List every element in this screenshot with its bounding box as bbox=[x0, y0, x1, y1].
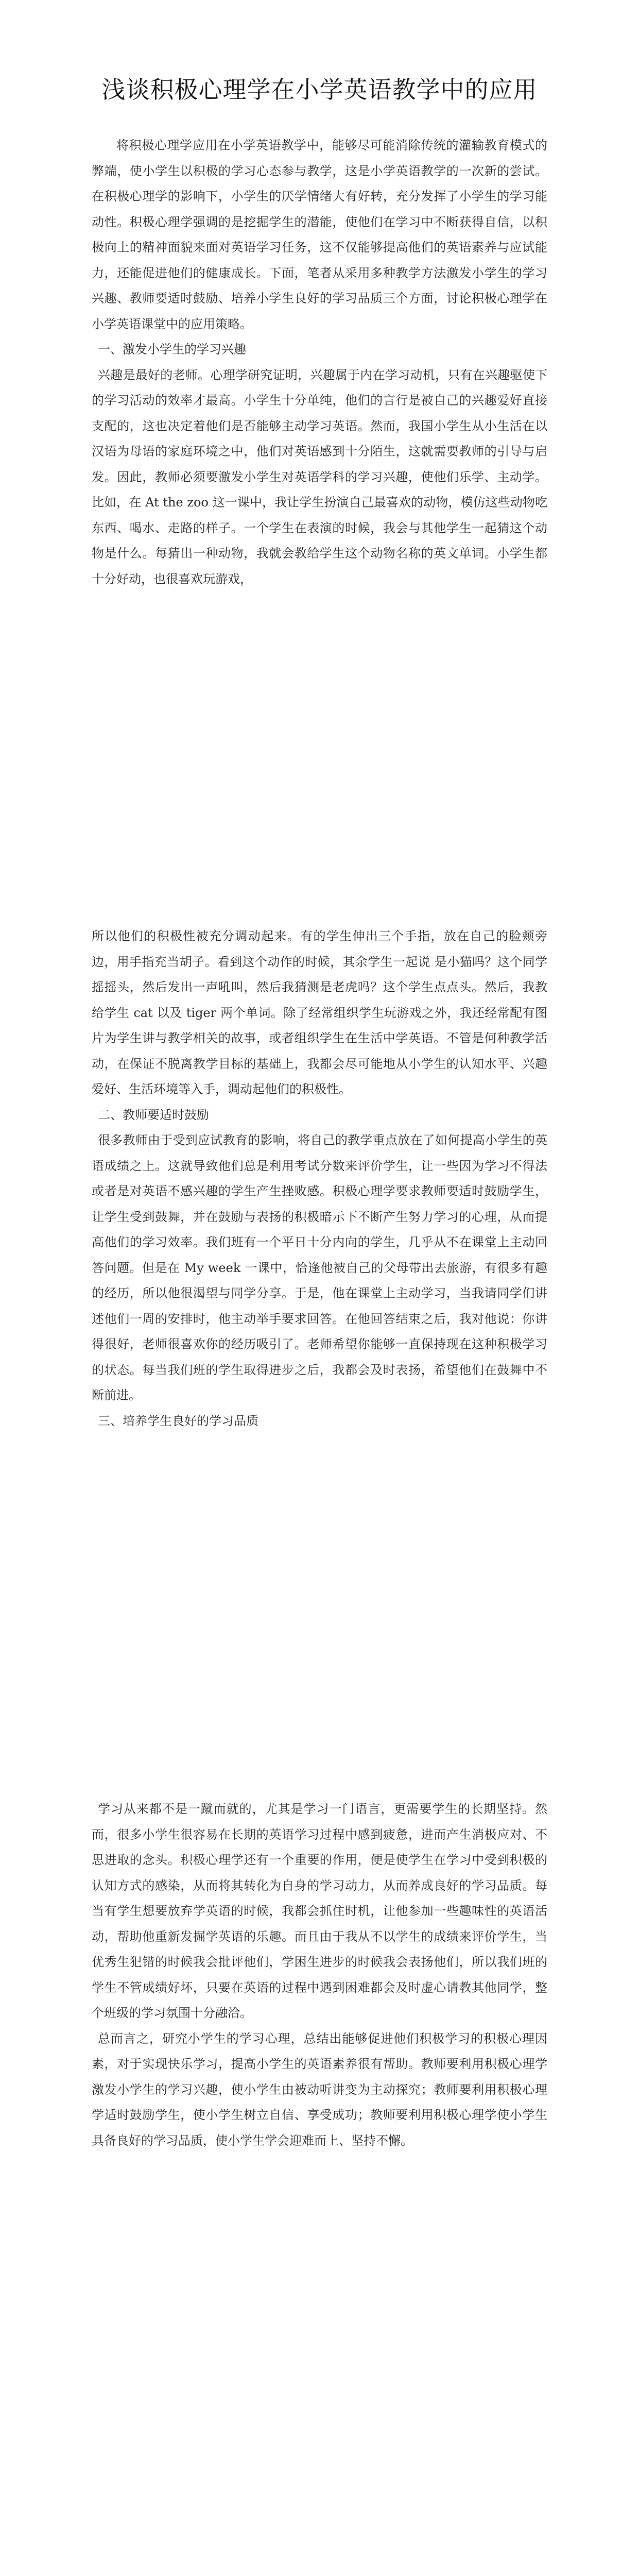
section-3-paragraph: 学习从来都不是一蹴而就的，尤其是学习一门语言，更需要学生的长期坚持。然而，很多小学生很容易在长期的英语学习过程中感到疲惫，进而产生消极应对、不思进取的念头。积极心理学还有一个重要的作用，便是使学生在学习中受到积极的认知方式的感染，从而将其转化为自身的学习动力，从而养成良好的学习品质。每当有学生想要放弃学英语的时候，我都会抓住时机，让他参加一些趣味性的英语活动，帮助他重新发掘学英语的乐趣。而且由于我从不以学生的成绩来评价学生，当优秀生犯错的时候我会批评他们，学困生进步的时候我会表扬他们，所以我们班的学生不管成绩好坏，只要在英语的过程中遇到困难都会及时虚心请教其他同学，整个班级的学习氛围十分融洽。 bbox=[92, 1802, 547, 2020]
section-1-paragraph-part-2: 所以他们的积极性被充分调动起来。有的学生伸出三个手指，放在自己的脸颊旁边，用手指充当胡子。看到这个动作的时候，其余学生一起说 是小猫吗？这个同学摇摇头，然后发出一声吼叫，然后我猜测是老虎吗？这个学生点点头。然后，我教给学生 cat 以及 tiger 两个单词。除了经常组织学生玩游戏之外，我还经常配有图片为学生讲与教学相关的故事，或者组织学生在生活中学英语。不管是何种教学活动，在保证不脱离教学目标的基础上，我都会尽可能地从小学生的认知水平、兴趣爱好、生活环境等入手，调动起他们的积极性。 bbox=[92, 929, 547, 1096]
section-1-continued bbox=[92, 924, 547, 1434]
intro-section bbox=[92, 133, 547, 592]
section-1-heading: 一、激发小学生的学习兴趣 bbox=[98, 342, 246, 357]
section-3-body bbox=[92, 1797, 547, 2154]
page-title: 浅谈积极心理学在小学英语教学中的应用 bbox=[101, 76, 538, 104]
conclusion-paragraph: 总而言之，研究小学生的学习心理，总结出能够促进他们积极学习的积极心理因素，对于实现快乐学习，提高小学生的英语素养很有帮助。教师要利用积极心理学激发小学生的学习兴趣，使小学生由被动听讲变为主动探究；教师要利用积极心理学适时鼓励学生，使小学生树立自信、享受成功；教师要利用积极心理学使小学生具备良好的学习品质，使小学生学会迎难而上、坚持不懈。 bbox=[92, 2031, 547, 2148]
section-2-heading: 二、教师要适时鼓励 bbox=[98, 1107, 209, 1122]
section-3-heading: 三、培养学生良好的学习品质 bbox=[98, 1413, 258, 1428]
section-2-paragraph: 很多教师由于受到应试教育的影响，将自己的教学重点放在了如何提高小学生的英语成绩之上。这就导致他们总是利用考试分数来评价学生，让一些因为学习不得法或者是对英语不感兴趣的学生产生挫败感。积极心理学要求教师要适时鼓励学生，让学生受到鼓舞，并在鼓励与表扬的积极暗示下不断产生努力学习的心理，从而提高他们的学习效率。我们班有一个平日十分内向的学生，几乎从不在课堂上主动回答问题。但是在 My week 一课中，恰逢他被自己的父母带出去旅游，有很多有趣的经历，所以他很渴望与同学分享。于是，他在课堂上主动学习，当我请同学们讲述他们一周的安排时，他主动举手要求回答。在他回答结束之后，我对他说：你讲得很好，老师很喜欢你的经历吸引了。老师希望你能够一直保持现在这种积极学习的状态。每当我们班的学生取得进步之后，我都会及时表扬，希望他们在鼓舞中不断前进。 bbox=[92, 1133, 547, 1402]
section-1-paragraph-part-1: 兴趣是最好的老师。心理学研究证明，兴趣属于内在学习动机，只有在兴趣驱使下的学习活动的效率才最高。小学生十分单纯，他们的言行是被自己的兴趣爱好直接支配的，这也决定着他们是否能够主动学习英语。然而，我国小学生从小生活在以汉语为母语的家庭环境之中，他们对英语感到十分陌生，这就需要教师的引导与启发。因此，教师必须要激发小学生对英语学科的学习兴趣，使他们乐学、主动学。比如，在 At the zoo 这一课中，我让学生扮演自己最喜欢的动物，模仿这些动物吃东西、喝水、走路的样子。一个学生在表演的时候，我会与其他学生一起猜这个动物是什么。每猜出一种动物，我就会教给学生这个动物名称的英文单词。小学生都十分好动，也很喜欢玩游戏， bbox=[92, 367, 547, 586]
intro-paragraph: 将积极心理学应用在小学英语教学中，能够尽可能消除传统的灌输教育模式的弊端，使小学生以积极的学习心态参与教学，这是小学英语教学的一次新的尝试。在积极心理学的影响下，小学生的厌学情绪大有好转，充分发挥了小学生的学习能动性。积极心理学强调的是挖掘学生的潜能，使他们在学习中不断获得自信，以积极向上的精神面貌来面对英语学习任务，这不仅能够提高他们的英语素养与应试能力，还能促进他们的健康成长。下面，笔者从采用多种教学方法激发小学生的学习兴趣、教师要适时鼓励、培养小学生良好的学习品质三个方面，讨论积极心理学在小学英语课堂中的应用策略。 bbox=[92, 138, 547, 331]
